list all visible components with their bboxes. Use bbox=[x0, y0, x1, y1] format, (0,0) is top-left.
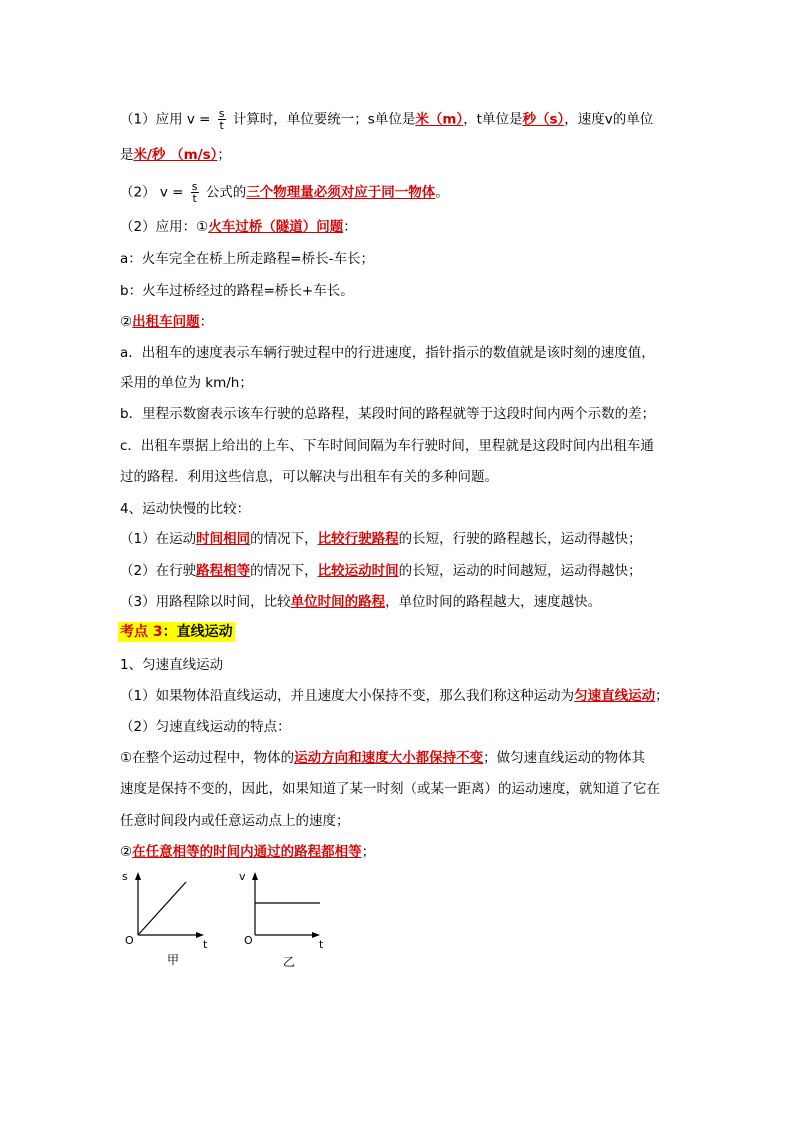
fraction-numerator: s bbox=[218, 107, 225, 120]
highlight-meter: 米（m） bbox=[415, 111, 464, 128]
compare-item-1 bbox=[120, 530, 642, 548]
text: 是 bbox=[120, 147, 134, 163]
taxi-heading bbox=[120, 313, 213, 331]
y-axis-label: s bbox=[122, 870, 128, 883]
text: ： bbox=[343, 219, 357, 235]
highlight-compare-distance: 比较行驶路程 bbox=[317, 531, 399, 547]
train-item-b: b：火车过桥经过的路程=桥长+车长。 bbox=[120, 283, 354, 299]
highlight-same-object: 三个物理量必须对应于同一物体 bbox=[246, 184, 436, 201]
graph-s-t bbox=[122, 870, 208, 967]
text: 的长短，运动的时间越短，运动得越快； bbox=[398, 563, 642, 579]
text: ： bbox=[199, 314, 214, 330]
text: ； bbox=[217, 147, 231, 163]
x-axis-label: t bbox=[203, 938, 208, 951]
text: ② bbox=[120, 314, 133, 330]
x-axis-arrow bbox=[312, 932, 320, 938]
text: 公式的 bbox=[205, 184, 247, 201]
highlight-taxi: 出租车问题 bbox=[132, 314, 200, 330]
graph-v-t bbox=[239, 870, 324, 969]
uniform-features-heading: （2）匀速直线运动的特点： bbox=[120, 719, 291, 735]
formula-same-object-line bbox=[120, 181, 449, 204]
y-axis-label: v bbox=[239, 870, 246, 883]
text: （2）在行驶 bbox=[120, 563, 197, 579]
highlight-second: 秒（s） bbox=[522, 111, 565, 128]
y-axis-arrow bbox=[252, 872, 258, 880]
fraction-s-over-t bbox=[191, 181, 199, 204]
y-axis-arrow bbox=[135, 872, 141, 880]
text: ② bbox=[120, 844, 133, 860]
fraction-denominator: t bbox=[219, 119, 224, 132]
text: ，t单位是 bbox=[463, 111, 523, 128]
section-title bbox=[118, 622, 235, 642]
highlight-unit-time-distance: 单位时间的路程 bbox=[290, 594, 386, 610]
fraction-numerator: s bbox=[191, 180, 198, 193]
s-t-line bbox=[138, 882, 186, 935]
text: 的长短，行驶的路程越长，运动得越快； bbox=[398, 531, 642, 547]
velocity-symbol: v = bbox=[159, 184, 184, 201]
text: （1）应用 bbox=[120, 111, 183, 128]
origin-label: O bbox=[244, 934, 253, 947]
text: （3）用路程除以时间，比较 bbox=[120, 594, 291, 610]
graph-caption: 甲 bbox=[167, 953, 180, 967]
taxi-item-b: b．里程示数窗表示该车行驶的总路程，某段时间的路程就等于这段时间内两个示数的差； bbox=[120, 406, 656, 422]
section-name: ：直线运动 bbox=[162, 624, 233, 640]
velocity-symbol: v = bbox=[186, 111, 211, 128]
section-number: 考点 3 bbox=[120, 624, 163, 640]
text: （1）在运动 bbox=[120, 531, 197, 547]
taxi-item-a: a．出租车的速度表示车辆行驶过程中的行进速度，指针指示的数值就是该时刻的速度值， bbox=[120, 345, 655, 361]
text: 计算时，单位要统一；s单位是 bbox=[232, 111, 416, 128]
text: （2） bbox=[120, 184, 156, 201]
highlight-compare-time: 比较运动时间 bbox=[317, 563, 399, 579]
uniform-def bbox=[120, 687, 669, 705]
x-axis-arrow bbox=[196, 932, 204, 938]
highlight-equal-distance: 在任意相等的时间内通过的路程都相等 bbox=[132, 844, 362, 860]
highlight-m-per-s: 米/秒 （m/s） bbox=[133, 147, 218, 163]
compare-item-2 bbox=[120, 562, 642, 580]
taxi-item-c-cont: 过的路程．利用这些信息，可以解决与出租车有关的多种问题。 bbox=[120, 469, 498, 485]
text: ；做匀速直线运动的物体其 bbox=[483, 750, 646, 766]
feature-1-cont-2: 任意时间段内或任意运动点上的速度； bbox=[120, 813, 350, 829]
fraction-denominator: t bbox=[192, 192, 197, 205]
text: ； bbox=[655, 688, 669, 704]
compare-item-3 bbox=[120, 593, 601, 611]
origin-label: O bbox=[125, 934, 134, 947]
highlight-direction-speed-constant: 运动方向和速度大小都保持不变 bbox=[294, 750, 484, 766]
text: 的情况下， bbox=[250, 563, 318, 579]
text: （2）应用：① bbox=[120, 219, 209, 235]
highlight-same-distance: 路程相等 bbox=[196, 563, 251, 579]
feature-1 bbox=[120, 749, 645, 767]
text: ； bbox=[361, 844, 376, 860]
text: 的情况下， bbox=[250, 531, 318, 547]
train-item-a: a：火车完全在桥上所走路程=桥长-车长； bbox=[120, 251, 374, 267]
graph-caption: 乙 bbox=[283, 955, 296, 969]
formula-units-line-2 bbox=[120, 146, 231, 164]
highlight-same-time: 时间相同 bbox=[196, 531, 251, 547]
taxi-item-a-cont: 采用的单位为 km/h； bbox=[120, 375, 253, 391]
text: 。 bbox=[435, 184, 449, 201]
application-heading bbox=[120, 218, 357, 236]
feature-2 bbox=[120, 843, 375, 861]
highlight-uniform-motion: 匀速直线运动 bbox=[574, 688, 656, 704]
taxi-item-c: c．出租车票据上给出的上车、下车时间间隔为车行驶时间，里程就是这段时间内出租车通 bbox=[120, 438, 654, 454]
text: ，速度v的单位 bbox=[564, 111, 654, 128]
formula-units-line bbox=[120, 108, 653, 131]
uniform-motion-heading: 1、匀速直线运动 bbox=[120, 657, 224, 673]
text: ，单位时间的路程越大，速度越快。 bbox=[385, 594, 602, 610]
feature-1-cont: 速度是保持不变的，因此，如果知道了某一时刻（或某一距离）的运动速度，就知道了它在 bbox=[120, 781, 660, 797]
fraction-s-over-t bbox=[218, 108, 226, 131]
text: ①在整个运动过程中，物体的 bbox=[120, 750, 295, 766]
text: （1）如果物体沿直线运动，并且速度大小保持不变，那么我们称这种运动为 bbox=[120, 688, 575, 704]
highlight-train-bridge: 火车过桥（隧道）问题 bbox=[208, 219, 344, 235]
compare-heading: 4、运动快慢的比较： bbox=[120, 501, 251, 517]
x-axis-label: t bbox=[319, 938, 324, 951]
